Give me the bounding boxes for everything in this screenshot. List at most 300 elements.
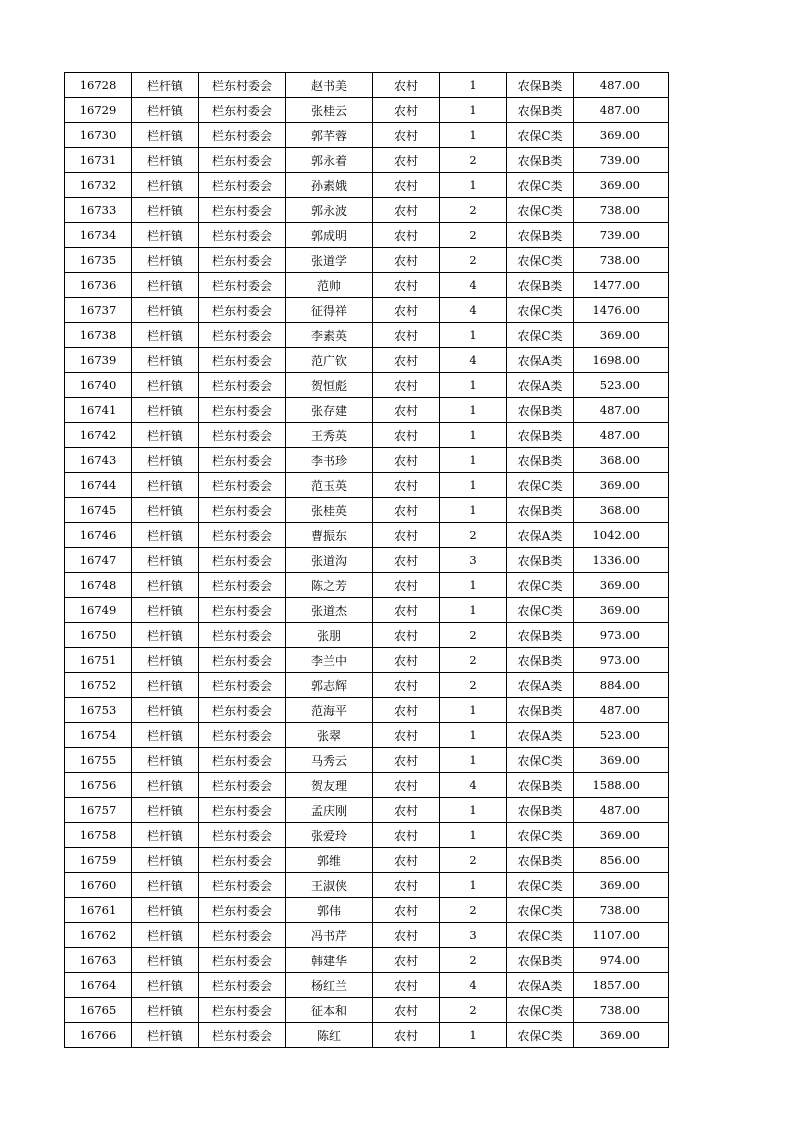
person-name-cell: 李素英 xyxy=(286,323,373,348)
insurance-category-cell: 农保C类 xyxy=(507,323,574,348)
area-type-cell: 农村 xyxy=(373,898,440,923)
insurance-category-cell: 农保B类 xyxy=(507,648,574,673)
insurance-category-cell: 农保B类 xyxy=(507,698,574,723)
area-type-cell: 农村 xyxy=(373,698,440,723)
record-id-cell: 16759 xyxy=(65,848,132,873)
table-row xyxy=(65,998,669,1023)
record-id-cell: 16735 xyxy=(65,248,132,273)
town-cell: 栏杆镇 xyxy=(132,323,199,348)
area-type-cell: 农村 xyxy=(373,473,440,498)
record-id-cell: 16746 xyxy=(65,523,132,548)
area-type-cell: 农村 xyxy=(373,573,440,598)
insurance-category-cell: 农保C类 xyxy=(507,198,574,223)
household-count-cell: 1 xyxy=(440,723,507,748)
area-type-cell: 农村 xyxy=(373,673,440,698)
village-cell: 栏东村委会 xyxy=(199,773,286,798)
household-count-cell: 2 xyxy=(440,623,507,648)
area-type-cell: 农村 xyxy=(373,848,440,873)
record-id-cell: 16747 xyxy=(65,548,132,573)
record-id-cell: 16757 xyxy=(65,798,132,823)
record-id-cell: 16761 xyxy=(65,898,132,923)
person-name-cell: 郭芊蓉 xyxy=(286,123,373,148)
person-name-cell: 郭伟 xyxy=(286,898,373,923)
amount-cell: 369.00 xyxy=(574,748,669,773)
area-type-cell: 农村 xyxy=(373,773,440,798)
table-row xyxy=(65,248,669,273)
insurance-category-cell: 农保B类 xyxy=(507,498,574,523)
village-cell: 栏东村委会 xyxy=(199,648,286,673)
area-type-cell: 农村 xyxy=(373,148,440,173)
village-cell: 栏东村委会 xyxy=(199,523,286,548)
person-name-cell: 孟庆刚 xyxy=(286,798,373,823)
record-id-cell: 16756 xyxy=(65,773,132,798)
area-type-cell: 农村 xyxy=(373,523,440,548)
insurance-category-cell: 农保C类 xyxy=(507,748,574,773)
table-row xyxy=(65,598,669,623)
area-type-cell: 农村 xyxy=(373,973,440,998)
area-type-cell: 农村 xyxy=(373,198,440,223)
person-name-cell: 范海平 xyxy=(286,698,373,723)
area-type-cell: 农村 xyxy=(373,248,440,273)
amount-cell: 487.00 xyxy=(574,698,669,723)
table-row xyxy=(65,798,669,823)
area-type-cell: 农村 xyxy=(373,73,440,98)
amount-cell: 738.00 xyxy=(574,898,669,923)
person-name-cell: 冯书芹 xyxy=(286,923,373,948)
amount-cell: 368.00 xyxy=(574,498,669,523)
village-cell: 栏东村委会 xyxy=(199,148,286,173)
household-count-cell: 1 xyxy=(440,423,507,448)
area-type-cell: 农村 xyxy=(373,598,440,623)
table-row xyxy=(65,673,669,698)
household-count-cell: 1 xyxy=(440,323,507,348)
village-cell: 栏东村委会 xyxy=(199,823,286,848)
area-type-cell: 农村 xyxy=(373,1023,440,1048)
person-name-cell: 郭永着 xyxy=(286,148,373,173)
area-type-cell: 农村 xyxy=(373,623,440,648)
household-count-cell: 1 xyxy=(440,173,507,198)
town-cell: 栏杆镇 xyxy=(132,948,199,973)
town-cell: 栏杆镇 xyxy=(132,973,199,998)
table-row xyxy=(65,123,669,148)
town-cell: 栏杆镇 xyxy=(132,223,199,248)
area-type-cell: 农村 xyxy=(373,348,440,373)
insurance-category-cell: 农保C类 xyxy=(507,923,574,948)
record-id-cell: 16728 xyxy=(65,73,132,98)
household-count-cell: 1 xyxy=(440,873,507,898)
town-cell: 栏杆镇 xyxy=(132,1023,199,1048)
amount-cell: 739.00 xyxy=(574,148,669,173)
village-cell: 栏东村委会 xyxy=(199,398,286,423)
town-cell: 栏杆镇 xyxy=(132,98,199,123)
table-row xyxy=(65,473,669,498)
village-cell: 栏东村委会 xyxy=(199,348,286,373)
area-type-cell: 农村 xyxy=(373,298,440,323)
village-cell: 栏东村委会 xyxy=(199,98,286,123)
town-cell: 栏杆镇 xyxy=(132,748,199,773)
village-cell: 栏东村委会 xyxy=(199,248,286,273)
table-row xyxy=(65,298,669,323)
amount-cell: 523.00 xyxy=(574,373,669,398)
record-id-cell: 16738 xyxy=(65,323,132,348)
record-id-cell: 16730 xyxy=(65,123,132,148)
table-row xyxy=(65,98,669,123)
record-id-cell: 16739 xyxy=(65,348,132,373)
record-id-cell: 16736 xyxy=(65,273,132,298)
village-cell: 栏东村委会 xyxy=(199,923,286,948)
village-cell: 栏东村委会 xyxy=(199,373,286,398)
amount-cell: 368.00 xyxy=(574,448,669,473)
village-cell: 栏东村委会 xyxy=(199,1023,286,1048)
household-count-cell: 2 xyxy=(440,648,507,673)
insurance-category-cell: 农保C类 xyxy=(507,298,574,323)
record-id-cell: 16764 xyxy=(65,973,132,998)
amount-cell: 487.00 xyxy=(574,423,669,448)
amount-cell: 369.00 xyxy=(574,323,669,348)
area-type-cell: 农村 xyxy=(373,398,440,423)
village-cell: 栏东村委会 xyxy=(199,973,286,998)
amount-cell: 974.00 xyxy=(574,948,669,973)
village-cell: 栏东村委会 xyxy=(199,73,286,98)
insurance-category-cell: 农保B类 xyxy=(507,798,574,823)
record-id-cell: 16743 xyxy=(65,448,132,473)
person-name-cell: 李书珍 xyxy=(286,448,373,473)
village-cell: 栏东村委会 xyxy=(199,123,286,148)
person-name-cell: 曹振东 xyxy=(286,523,373,548)
town-cell: 栏杆镇 xyxy=(132,198,199,223)
area-type-cell: 农村 xyxy=(373,873,440,898)
record-id-cell: 16755 xyxy=(65,748,132,773)
town-cell: 栏杆镇 xyxy=(132,298,199,323)
village-cell: 栏东村委会 xyxy=(199,623,286,648)
insurance-category-cell: 农保C类 xyxy=(507,173,574,198)
person-name-cell: 范玉英 xyxy=(286,473,373,498)
insurance-category-cell: 农保A类 xyxy=(507,973,574,998)
insurance-category-cell: 农保C类 xyxy=(507,898,574,923)
records-table xyxy=(64,72,669,1048)
insurance-category-cell: 农保C类 xyxy=(507,598,574,623)
amount-cell: 1477.00 xyxy=(574,273,669,298)
household-count-cell: 1 xyxy=(440,823,507,848)
area-type-cell: 农村 xyxy=(373,498,440,523)
amount-cell: 487.00 xyxy=(574,73,669,98)
table-row xyxy=(65,173,669,198)
person-name-cell: 郭成明 xyxy=(286,223,373,248)
person-name-cell: 郭维 xyxy=(286,848,373,873)
table-row xyxy=(65,773,669,798)
area-type-cell: 农村 xyxy=(373,173,440,198)
town-cell: 栏杆镇 xyxy=(132,773,199,798)
household-count-cell: 2 xyxy=(440,848,507,873)
town-cell: 栏杆镇 xyxy=(132,923,199,948)
village-cell: 栏东村委会 xyxy=(199,723,286,748)
insurance-category-cell: 农保B类 xyxy=(507,448,574,473)
table-row xyxy=(65,698,669,723)
amount-cell: 523.00 xyxy=(574,723,669,748)
village-cell: 栏东村委会 xyxy=(199,673,286,698)
town-cell: 栏杆镇 xyxy=(132,623,199,648)
table-row xyxy=(65,348,669,373)
person-name-cell: 征本和 xyxy=(286,998,373,1023)
record-id-cell: 16748 xyxy=(65,573,132,598)
table-row xyxy=(65,848,669,873)
amount-cell: 973.00 xyxy=(574,623,669,648)
table-row xyxy=(65,148,669,173)
table-row xyxy=(65,448,669,473)
household-count-cell: 1 xyxy=(440,748,507,773)
insurance-category-cell: 农保B类 xyxy=(507,548,574,573)
insurance-category-cell: 农保B类 xyxy=(507,273,574,298)
insurance-category-cell: 农保C类 xyxy=(507,473,574,498)
village-cell: 栏东村委会 xyxy=(199,848,286,873)
person-name-cell: 陈红 xyxy=(286,1023,373,1048)
insurance-category-cell: 农保C类 xyxy=(507,573,574,598)
person-name-cell: 张道学 xyxy=(286,248,373,273)
village-cell: 栏东村委会 xyxy=(199,548,286,573)
insurance-category-cell: 农保C类 xyxy=(507,248,574,273)
table-row xyxy=(65,523,669,548)
record-id-cell: 16734 xyxy=(65,223,132,248)
table-row xyxy=(65,823,669,848)
amount-cell: 1857.00 xyxy=(574,973,669,998)
table-row xyxy=(65,498,669,523)
table-row xyxy=(65,373,669,398)
household-count-cell: 3 xyxy=(440,548,507,573)
household-count-cell: 1 xyxy=(440,448,507,473)
insurance-category-cell: 农保C类 xyxy=(507,123,574,148)
town-cell: 栏杆镇 xyxy=(132,573,199,598)
town-cell: 栏杆镇 xyxy=(132,248,199,273)
village-cell: 栏东村委会 xyxy=(199,948,286,973)
area-type-cell: 农村 xyxy=(373,948,440,973)
amount-cell: 856.00 xyxy=(574,848,669,873)
area-type-cell: 农村 xyxy=(373,373,440,398)
table-row xyxy=(65,73,669,98)
record-id-cell: 16740 xyxy=(65,373,132,398)
record-id-cell: 16765 xyxy=(65,998,132,1023)
village-cell: 栏东村委会 xyxy=(199,273,286,298)
household-count-cell: 4 xyxy=(440,298,507,323)
village-cell: 栏东村委会 xyxy=(199,873,286,898)
person-name-cell: 张爱玲 xyxy=(286,823,373,848)
person-name-cell: 张桂英 xyxy=(286,498,373,523)
person-name-cell: 征得祥 xyxy=(286,298,373,323)
town-cell: 栏杆镇 xyxy=(132,598,199,623)
town-cell: 栏杆镇 xyxy=(132,373,199,398)
town-cell: 栏杆镇 xyxy=(132,173,199,198)
record-id-cell: 16733 xyxy=(65,198,132,223)
insurance-category-cell: 农保C类 xyxy=(507,998,574,1023)
household-count-cell: 1 xyxy=(440,123,507,148)
person-name-cell: 王秀英 xyxy=(286,423,373,448)
record-id-cell: 16737 xyxy=(65,298,132,323)
record-id-cell: 16762 xyxy=(65,923,132,948)
person-name-cell: 范帅 xyxy=(286,273,373,298)
amount-cell: 884.00 xyxy=(574,673,669,698)
record-id-cell: 16749 xyxy=(65,598,132,623)
record-id-cell: 16758 xyxy=(65,823,132,848)
table-row xyxy=(65,873,669,898)
insurance-category-cell: 农保A类 xyxy=(507,523,574,548)
record-id-cell: 16763 xyxy=(65,948,132,973)
household-count-cell: 2 xyxy=(440,898,507,923)
table-row xyxy=(65,948,669,973)
table-row xyxy=(65,323,669,348)
insurance-category-cell: 农保B类 xyxy=(507,223,574,248)
village-cell: 栏东村委会 xyxy=(199,423,286,448)
town-cell: 栏杆镇 xyxy=(132,448,199,473)
amount-cell: 1042.00 xyxy=(574,523,669,548)
village-cell: 栏东村委会 xyxy=(199,223,286,248)
records-table-body xyxy=(65,73,669,1048)
village-cell: 栏东村委会 xyxy=(199,698,286,723)
town-cell: 栏杆镇 xyxy=(132,148,199,173)
amount-cell: 1588.00 xyxy=(574,773,669,798)
town-cell: 栏杆镇 xyxy=(132,123,199,148)
household-count-cell: 2 xyxy=(440,673,507,698)
amount-cell: 369.00 xyxy=(574,173,669,198)
table-row xyxy=(65,198,669,223)
area-type-cell: 农村 xyxy=(373,748,440,773)
household-count-cell: 1 xyxy=(440,473,507,498)
household-count-cell: 1 xyxy=(440,373,507,398)
household-count-cell: 2 xyxy=(440,148,507,173)
village-cell: 栏东村委会 xyxy=(199,998,286,1023)
town-cell: 栏杆镇 xyxy=(132,473,199,498)
household-count-cell: 2 xyxy=(440,223,507,248)
record-id-cell: 16729 xyxy=(65,98,132,123)
area-type-cell: 农村 xyxy=(373,423,440,448)
person-name-cell: 范广钦 xyxy=(286,348,373,373)
village-cell: 栏东村委会 xyxy=(199,298,286,323)
table-row xyxy=(65,748,669,773)
amount-cell: 1476.00 xyxy=(574,298,669,323)
town-cell: 栏杆镇 xyxy=(132,998,199,1023)
town-cell: 栏杆镇 xyxy=(132,648,199,673)
amount-cell: 487.00 xyxy=(574,398,669,423)
amount-cell: 369.00 xyxy=(574,573,669,598)
record-id-cell: 16766 xyxy=(65,1023,132,1048)
amount-cell: 738.00 xyxy=(574,198,669,223)
record-id-cell: 16760 xyxy=(65,873,132,898)
town-cell: 栏杆镇 xyxy=(132,423,199,448)
village-cell: 栏东村委会 xyxy=(199,198,286,223)
insurance-category-cell: 农保C类 xyxy=(507,873,574,898)
area-type-cell: 农村 xyxy=(373,723,440,748)
insurance-category-cell: 农保B类 xyxy=(507,948,574,973)
town-cell: 栏杆镇 xyxy=(132,673,199,698)
household-count-cell: 4 xyxy=(440,773,507,798)
person-name-cell: 贺友理 xyxy=(286,773,373,798)
area-type-cell: 农村 xyxy=(373,273,440,298)
amount-cell: 973.00 xyxy=(574,648,669,673)
insurance-category-cell: 农保C类 xyxy=(507,1023,574,1048)
insurance-category-cell: 农保B类 xyxy=(507,148,574,173)
household-count-cell: 1 xyxy=(440,1023,507,1048)
village-cell: 栏东村委会 xyxy=(199,323,286,348)
area-type-cell: 农村 xyxy=(373,448,440,473)
table-row xyxy=(65,648,669,673)
village-cell: 栏东村委会 xyxy=(199,473,286,498)
record-id-cell: 16750 xyxy=(65,623,132,648)
town-cell: 栏杆镇 xyxy=(132,698,199,723)
household-count-cell: 1 xyxy=(440,573,507,598)
area-type-cell: 农村 xyxy=(373,998,440,1023)
town-cell: 栏杆镇 xyxy=(132,798,199,823)
person-name-cell: 郭永波 xyxy=(286,198,373,223)
person-name-cell: 贺恒彪 xyxy=(286,373,373,398)
person-name-cell: 李兰中 xyxy=(286,648,373,673)
table-row xyxy=(65,623,669,648)
table-row xyxy=(65,423,669,448)
amount-cell: 369.00 xyxy=(574,598,669,623)
village-cell: 栏东村委会 xyxy=(199,573,286,598)
household-count-cell: 2 xyxy=(440,998,507,1023)
person-name-cell: 韩建华 xyxy=(286,948,373,973)
table-row xyxy=(65,548,669,573)
amount-cell: 738.00 xyxy=(574,248,669,273)
household-count-cell: 2 xyxy=(440,523,507,548)
amount-cell: 1107.00 xyxy=(574,923,669,948)
household-count-cell: 2 xyxy=(440,198,507,223)
area-type-cell: 农村 xyxy=(373,98,440,123)
area-type-cell: 农村 xyxy=(373,648,440,673)
amount-cell: 369.00 xyxy=(574,123,669,148)
insurance-category-cell: 农保C类 xyxy=(507,823,574,848)
area-type-cell: 农村 xyxy=(373,923,440,948)
person-name-cell: 马秀云 xyxy=(286,748,373,773)
person-name-cell: 郭志辉 xyxy=(286,673,373,698)
table-row xyxy=(65,273,669,298)
amount-cell: 369.00 xyxy=(574,1023,669,1048)
person-name-cell: 张桂云 xyxy=(286,98,373,123)
table-row xyxy=(65,973,669,998)
person-name-cell: 张翠 xyxy=(286,723,373,748)
record-id-cell: 16752 xyxy=(65,673,132,698)
household-count-cell: 2 xyxy=(440,248,507,273)
town-cell: 栏杆镇 xyxy=(132,548,199,573)
insurance-category-cell: 农保B类 xyxy=(507,423,574,448)
table-row xyxy=(65,898,669,923)
area-type-cell: 农村 xyxy=(373,223,440,248)
table-row xyxy=(65,573,669,598)
amount-cell: 369.00 xyxy=(574,823,669,848)
table-row xyxy=(65,923,669,948)
village-cell: 栏东村委会 xyxy=(199,898,286,923)
record-id-cell: 16732 xyxy=(65,173,132,198)
area-type-cell: 农村 xyxy=(373,323,440,348)
village-cell: 栏东村委会 xyxy=(199,173,286,198)
area-type-cell: 农村 xyxy=(373,798,440,823)
town-cell: 栏杆镇 xyxy=(132,823,199,848)
area-type-cell: 农村 xyxy=(373,548,440,573)
amount-cell: 739.00 xyxy=(574,223,669,248)
household-count-cell: 1 xyxy=(440,398,507,423)
household-count-cell: 3 xyxy=(440,923,507,948)
village-cell: 栏东村委会 xyxy=(199,798,286,823)
town-cell: 栏杆镇 xyxy=(132,73,199,98)
town-cell: 栏杆镇 xyxy=(132,898,199,923)
household-count-cell: 1 xyxy=(440,798,507,823)
household-count-cell: 4 xyxy=(440,973,507,998)
insurance-category-cell: 农保B类 xyxy=(507,73,574,98)
household-count-cell: 2 xyxy=(440,948,507,973)
person-name-cell: 陈之芳 xyxy=(286,573,373,598)
town-cell: 栏杆镇 xyxy=(132,873,199,898)
amount-cell: 369.00 xyxy=(574,873,669,898)
household-count-cell: 1 xyxy=(440,498,507,523)
insurance-category-cell: 农保A类 xyxy=(507,348,574,373)
